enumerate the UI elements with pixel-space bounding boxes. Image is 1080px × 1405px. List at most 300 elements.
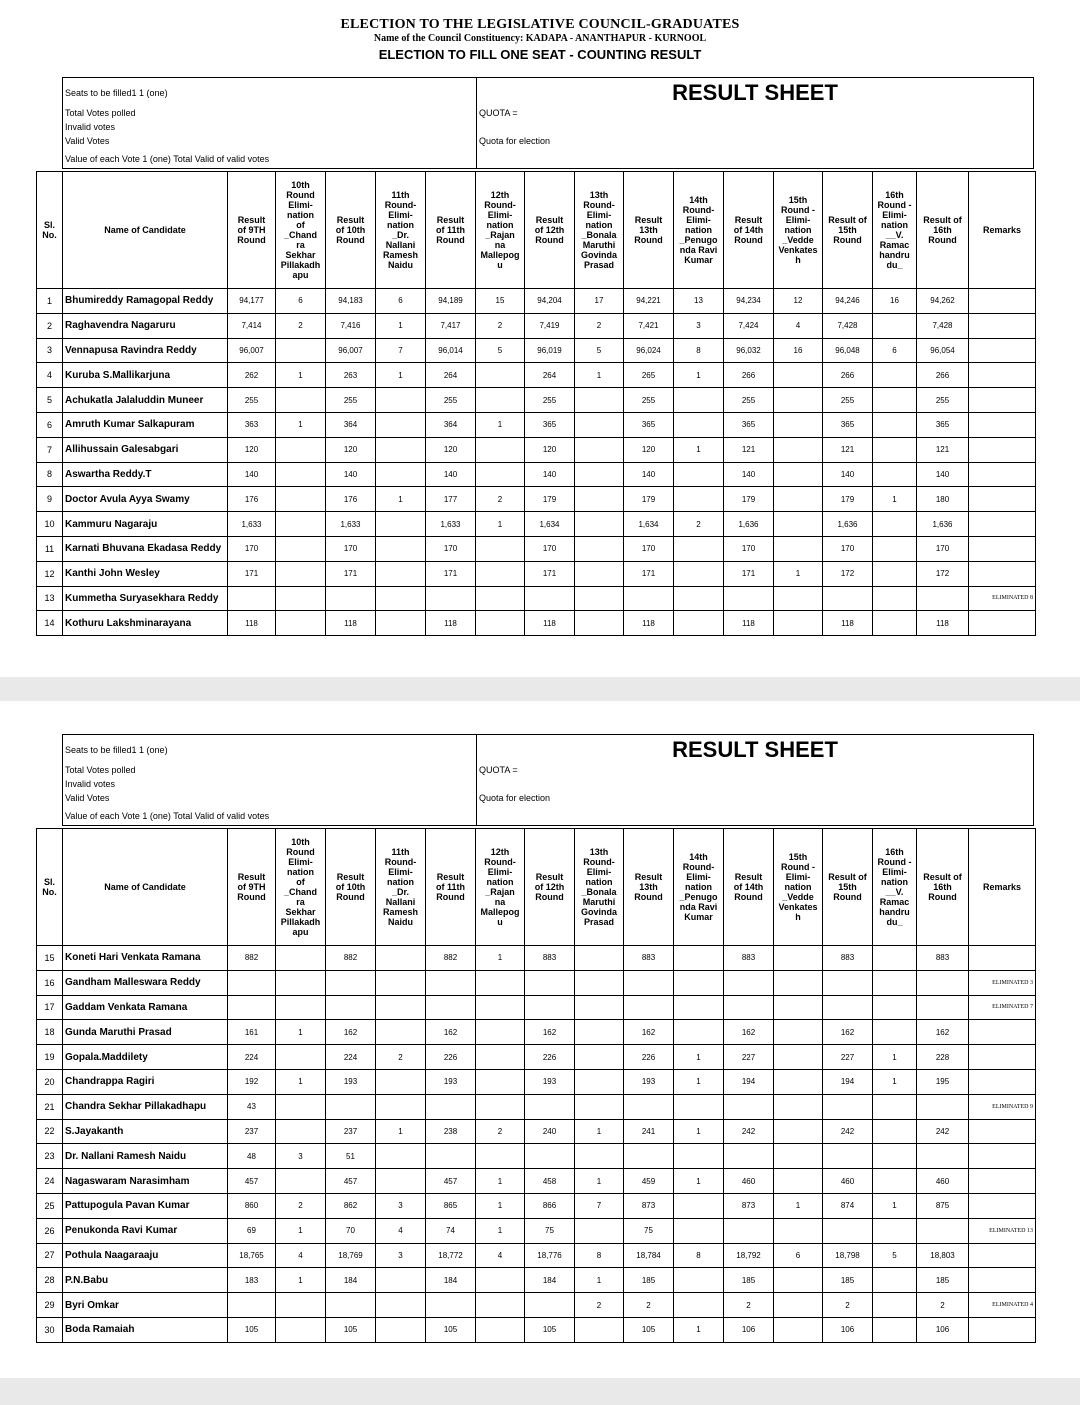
vote-count-cell: [276, 1317, 326, 1342]
vote-count-cell: 1: [873, 487, 917, 512]
vote-count-cell: 43: [228, 1094, 276, 1119]
vote-count-cell: [774, 946, 823, 971]
vote-count-cell: 457: [228, 1169, 276, 1194]
vote-count-cell: 180: [917, 487, 969, 512]
vote-count-cell: [873, 1218, 917, 1243]
column-header: Result of 15th Round: [823, 829, 873, 946]
remarks-cell: [969, 363, 1036, 388]
vote-count-cell: [873, 1094, 917, 1119]
column-header: 13th Round- Elimi- nation _Bonala Maruthi Govinda Prasad: [575, 829, 624, 946]
vote-count-cell: [376, 1020, 426, 1045]
vote-count-cell: [774, 1119, 823, 1144]
table-row: [37, 1045, 1036, 1070]
vote-count-cell: [376, 1268, 426, 1293]
serial-number-cell: 9: [37, 487, 63, 512]
vote-count-cell: 193: [426, 1069, 476, 1094]
vote-count-cell: [873, 1144, 917, 1169]
remarks-cell: [969, 536, 1036, 561]
vote-count-cell: 460: [823, 1169, 873, 1194]
vote-count-cell: [426, 1144, 476, 1169]
serial-number-cell: 3: [37, 338, 63, 363]
result-sheet-heading: RESULT SHEET: [672, 80, 838, 105]
vote-count-cell: 1: [376, 487, 426, 512]
vote-count-cell: [575, 1069, 624, 1094]
serial-number-cell: 4: [37, 363, 63, 388]
vote-count-cell: [873, 462, 917, 487]
vote-count-cell: [873, 946, 917, 971]
vote-count-cell: 237: [228, 1119, 276, 1144]
vote-count-cell: 171: [228, 561, 276, 586]
vote-count-cell: [276, 561, 326, 586]
vote-count-cell: [376, 1317, 426, 1342]
candidate-name-cell: Byri Omkar: [63, 1293, 228, 1318]
vote-count-cell: 171: [624, 561, 674, 586]
vote-count-cell: 1: [476, 1193, 525, 1218]
vote-count-cell: 12: [774, 289, 823, 314]
column-header: 11th Round- Elimi- nation _Dr. Nallani Ramesh Naidu: [376, 829, 426, 946]
vote-count-cell: 226: [426, 1045, 476, 1070]
vote-count-cell: 69: [228, 1218, 276, 1243]
vote-count-cell: 170: [624, 536, 674, 561]
vote-count-cell: 140: [624, 462, 674, 487]
quota-for-election-label: Quota for election: [479, 793, 551, 803]
vote-count-cell: [774, 1144, 823, 1169]
vote-count-cell: [476, 995, 525, 1020]
vote-count-cell: 162: [426, 1020, 476, 1045]
serial-number-cell: 18: [37, 1020, 63, 1045]
vote-count-cell: 75: [624, 1218, 674, 1243]
vote-count-cell: 1: [376, 313, 426, 338]
column-header: Result of 9TH Round: [228, 829, 276, 946]
vote-count-cell: 94,204: [525, 289, 575, 314]
vote-count-cell: 1: [276, 363, 326, 388]
vote-count-cell: [575, 995, 624, 1020]
vote-count-cell: [575, 1218, 624, 1243]
vote-count-cell: 262: [228, 363, 276, 388]
column-header: Result of 11th Round: [426, 829, 476, 946]
vote-count-cell: [624, 586, 674, 611]
vote-count-cell: [674, 1293, 724, 1318]
vote-count-cell: [774, 1268, 823, 1293]
candidate-name-cell: Raghavendra Nagaruru: [63, 313, 228, 338]
vote-count-cell: [476, 536, 525, 561]
vote-count-cell: 170: [525, 536, 575, 561]
remarks-cell: [969, 437, 1036, 462]
vote-count-cell: [476, 1317, 525, 1342]
vote-count-cell: [276, 1293, 326, 1318]
vote-count-cell: 3: [376, 1193, 426, 1218]
vote-count-cell: [774, 512, 823, 537]
remarks-cell: [969, 1317, 1036, 1342]
vote-count-cell: 7: [575, 1193, 624, 1218]
vote-count-cell: 121: [823, 437, 873, 462]
vote-count-cell: [525, 1144, 575, 1169]
serial-number-cell: 1: [37, 289, 63, 314]
vote-count-cell: [376, 512, 426, 537]
vote-count-cell: [376, 1169, 426, 1194]
table-row: [37, 1193, 1036, 1218]
remarks-cell: [969, 1169, 1036, 1194]
vote-count-cell: [426, 1293, 476, 1318]
table-row: [37, 363, 1036, 388]
vote-count-cell: [326, 1094, 376, 1119]
vote-count-cell: [575, 970, 624, 995]
candidate-name-cell: Dr. Nallani Ramesh Naidu: [63, 1144, 228, 1169]
vote-count-cell: [376, 561, 426, 586]
vote-count-cell: 170: [724, 536, 774, 561]
vote-count-cell: 1: [575, 363, 624, 388]
vote-count-cell: 179: [624, 487, 674, 512]
vote-count-cell: 18,776: [525, 1243, 575, 1268]
table-row: [37, 1119, 1036, 1144]
vote-count-cell: [575, 437, 624, 462]
vote-count-cell: 1,636: [917, 512, 969, 537]
vote-count-cell: 195: [917, 1069, 969, 1094]
vote-count-cell: [873, 1317, 917, 1342]
serial-number-cell: 30: [37, 1317, 63, 1342]
vote-count-cell: [575, 388, 624, 413]
vote-count-cell: 96,054: [917, 338, 969, 363]
table-row: [37, 1069, 1036, 1094]
vote-count-cell: 1: [575, 1169, 624, 1194]
vote-count-cell: 365: [917, 412, 969, 437]
table-row: [37, 1020, 1036, 1045]
serial-number-cell: 24: [37, 1169, 63, 1194]
vote-count-cell: [624, 1144, 674, 1169]
vote-count-cell: 1,633: [326, 512, 376, 537]
vote-count-cell: 227: [823, 1045, 873, 1070]
vote-count-cell: 120: [228, 437, 276, 462]
vote-count-cell: 177: [426, 487, 476, 512]
vote-count-cell: [917, 995, 969, 1020]
vote-count-cell: 7,416: [326, 313, 376, 338]
vote-count-cell: 255: [823, 388, 873, 413]
column-header: Result 13th Round: [624, 172, 674, 289]
vote-count-cell: [774, 412, 823, 437]
vote-count-cell: 118: [525, 611, 575, 636]
info-box: [62, 77, 1034, 169]
vote-count-cell: [575, 512, 624, 537]
vote-count-cell: 140: [917, 462, 969, 487]
vote-count-cell: 105: [326, 1317, 376, 1342]
vote-count-cell: 364: [426, 412, 476, 437]
vote-count-cell: [575, 946, 624, 971]
vote-count-cell: 105: [624, 1317, 674, 1342]
table-row: [37, 487, 1036, 512]
vote-count-cell: 883: [917, 946, 969, 971]
column-header: Result of 10th Round: [326, 829, 376, 946]
vote-count-cell: 105: [426, 1317, 476, 1342]
vote-count-cell: [376, 611, 426, 636]
table-row: [37, 1243, 1036, 1268]
vote-count-cell: 1: [276, 1268, 326, 1293]
total-votes-label: Total Votes polled: [65, 108, 136, 118]
column-header: Name of Candidate: [63, 172, 228, 289]
serial-number-cell: 21: [37, 1094, 63, 1119]
vote-count-cell: [774, 536, 823, 561]
vote-count-cell: 237: [326, 1119, 376, 1144]
vote-count-cell: 94,221: [624, 289, 674, 314]
vote-count-cell: 1: [476, 512, 525, 537]
vote-count-cell: [774, 1069, 823, 1094]
vote-count-cell: [228, 995, 276, 1020]
vote-count-cell: [774, 1317, 823, 1342]
vote-count-cell: 162: [326, 1020, 376, 1045]
vote-count-cell: 873: [724, 1193, 774, 1218]
vote-count-cell: 193: [525, 1069, 575, 1094]
vote-count-cell: [476, 1045, 525, 1070]
vote-count-cell: [674, 970, 724, 995]
vote-count-cell: [724, 1144, 774, 1169]
column-header: Result of 9TH Round: [228, 172, 276, 289]
vote-count-cell: 1,636: [823, 512, 873, 537]
vote-count-cell: 106: [823, 1317, 873, 1342]
vote-count-cell: 460: [917, 1169, 969, 1194]
serial-number-cell: 22: [37, 1119, 63, 1144]
table-row: [37, 586, 1036, 611]
candidate-name-cell: Kothuru Lakshminarayana: [63, 611, 228, 636]
vote-count-cell: 1,633: [426, 512, 476, 537]
remarks-cell: ELIMINATED 3: [969, 970, 1036, 995]
vote-count-cell: 120: [426, 437, 476, 462]
vote-count-cell: 2: [674, 512, 724, 537]
vote-count-cell: 882: [426, 946, 476, 971]
candidate-name-cell: Gandham Malleswara Reddy: [63, 970, 228, 995]
vote-count-cell: 105: [228, 1317, 276, 1342]
vote-count-cell: 70: [326, 1218, 376, 1243]
vote-count-cell: [724, 995, 774, 1020]
vote-count-cell: 255: [624, 388, 674, 413]
vote-count-cell: 185: [823, 1268, 873, 1293]
vote-count-cell: 1: [674, 1119, 724, 1144]
vote-count-cell: 6: [276, 289, 326, 314]
vote-count-cell: [575, 586, 624, 611]
vote-count-cell: [674, 611, 724, 636]
vote-count-cell: [376, 412, 426, 437]
serial-number-cell: 28: [37, 1268, 63, 1293]
vote-count-cell: 1: [674, 1317, 724, 1342]
table-row: [37, 388, 1036, 413]
serial-number-cell: 19: [37, 1045, 63, 1070]
result-sheet-heading: RESULT SHEET: [672, 737, 838, 762]
vote-count-cell: 140: [724, 462, 774, 487]
vote-count-cell: 18,765: [228, 1243, 276, 1268]
vote-count-cell: [724, 586, 774, 611]
column-header: 12th Round- Elimi- nation _Rajan na Mallepog u: [476, 829, 525, 946]
vote-count-cell: [376, 536, 426, 561]
page-separator: [0, 677, 1080, 701]
vote-count-cell: [575, 412, 624, 437]
vote-count-cell: [873, 611, 917, 636]
table-row: [37, 338, 1036, 363]
vote-count-cell: 882: [326, 946, 376, 971]
vote-count-cell: [476, 388, 525, 413]
vote-count-cell: 875: [917, 1193, 969, 1218]
vote-count-cell: [873, 1293, 917, 1318]
vote-count-cell: 364: [326, 412, 376, 437]
vote-count-cell: 170: [228, 536, 276, 561]
vote-count-cell: 94,234: [724, 289, 774, 314]
vote-count-cell: 1: [873, 1045, 917, 1070]
serial-number-cell: 16: [37, 970, 63, 995]
vote-count-cell: [575, 487, 624, 512]
vote-count-cell: [575, 611, 624, 636]
remarks-cell: [969, 1243, 1036, 1268]
vote-count-cell: 2: [476, 313, 525, 338]
vote-count-cell: [376, 437, 426, 462]
vote-count-cell: [873, 970, 917, 995]
table-row: [37, 1144, 1036, 1169]
vote-count-cell: 192: [228, 1069, 276, 1094]
vote-count-cell: [774, 1045, 823, 1070]
vote-count-cell: 365: [525, 412, 575, 437]
vote-count-cell: [724, 1094, 774, 1119]
column-header: 11th Round- Elimi- nation _Dr. Nallani Ramesh Naidu: [376, 172, 426, 289]
vote-count-cell: 1: [575, 1268, 624, 1293]
column-header: 10th Round Elimi- nation of _Chand ra Sekhar Pillakadh apu: [276, 172, 326, 289]
vote-count-cell: [575, 1020, 624, 1045]
vote-count-cell: 263: [326, 363, 376, 388]
remarks-cell: [969, 1069, 1036, 1094]
vote-count-cell: [774, 1020, 823, 1045]
vote-count-cell: [476, 611, 525, 636]
vote-count-cell: [674, 487, 724, 512]
vote-count-cell: 171: [724, 561, 774, 586]
vote-count-cell: [873, 388, 917, 413]
vote-count-cell: 883: [823, 946, 873, 971]
vote-count-cell: 140: [326, 462, 376, 487]
vote-count-cell: [276, 487, 326, 512]
candidate-name-cell: Achukatla Jalaluddin Muneer: [63, 388, 228, 413]
remarks-cell: [969, 1144, 1036, 1169]
vote-count-cell: 228: [917, 1045, 969, 1070]
vote-count-cell: 106: [724, 1317, 774, 1342]
candidate-name-cell: Gunda Maruthi Prasad: [63, 1020, 228, 1045]
remarks-cell: ELIMINATED 7: [969, 995, 1036, 1020]
vote-count-cell: [774, 363, 823, 388]
vote-count-cell: 457: [426, 1169, 476, 1194]
vote-count-cell: 121: [724, 437, 774, 462]
column-header: Sl. No.: [37, 172, 63, 289]
table-row: [37, 1293, 1036, 1318]
vote-count-cell: [426, 586, 476, 611]
vote-count-cell: [376, 1293, 426, 1318]
vote-count-cell: [674, 586, 724, 611]
vote-count-cell: 18,772: [426, 1243, 476, 1268]
remarks-cell: [969, 1268, 1036, 1293]
vote-count-cell: 266: [917, 363, 969, 388]
quota-label: QUOTA =: [479, 765, 518, 775]
remarks-cell: [969, 611, 1036, 636]
remarks-cell: ELIMINATED 4: [969, 1293, 1036, 1318]
vote-count-cell: [823, 970, 873, 995]
table-row: [37, 561, 1036, 586]
column-header: Result of 12th Round: [525, 172, 575, 289]
column-header: 10th Round Elimi- nation of _Chand ra Sekhar Pillakadh apu: [276, 829, 326, 946]
column-header: 14th Round- Elimi- nation _Penugo nda Ravi Kumar: [674, 172, 724, 289]
vote-count-cell: 94,262: [917, 289, 969, 314]
vote-count-cell: [376, 462, 426, 487]
column-header: Result of 14th Round: [724, 829, 774, 946]
vote-count-cell: 96,014: [426, 338, 476, 363]
serial-number-cell: 15: [37, 946, 63, 971]
serial-number-cell: 20: [37, 1069, 63, 1094]
vote-count-cell: 873: [624, 1193, 674, 1218]
vote-count-cell: [476, 586, 525, 611]
vote-value-label: Value of each Vote 1 (one) Total Valid of valid votes: [65, 811, 270, 821]
vote-count-cell: 161: [228, 1020, 276, 1045]
vote-count-cell: 2: [575, 1293, 624, 1318]
column-header: Result of 10th Round: [326, 172, 376, 289]
vote-count-cell: [774, 995, 823, 1020]
remarks-cell: [969, 462, 1036, 487]
vote-count-cell: 171: [525, 561, 575, 586]
vote-count-cell: [873, 536, 917, 561]
vote-count-cell: 193: [326, 1069, 376, 1094]
remarks-cell: [969, 388, 1036, 413]
vote-count-cell: 18,803: [917, 1243, 969, 1268]
vote-count-cell: 121: [917, 437, 969, 462]
table-row: [37, 1268, 1036, 1293]
vote-count-cell: 94,246: [823, 289, 873, 314]
column-header: 15th Round - Elimi- nation _Vedde Venkates h: [774, 829, 823, 946]
vote-count-cell: 48: [228, 1144, 276, 1169]
candidate-name-cell: Bhumireddy Ramagopal Reddy: [63, 289, 228, 314]
vote-count-cell: [376, 946, 426, 971]
vote-count-cell: [917, 1094, 969, 1119]
candidate-name-cell: Kuruba S.Mallikarjuna: [63, 363, 228, 388]
candidate-name-cell: Kammuru Nagaraju: [63, 512, 228, 537]
vote-count-cell: 176: [228, 487, 276, 512]
vote-count-cell: [873, 561, 917, 586]
vote-count-cell: [575, 561, 624, 586]
candidate-name-cell: S.Jayakanth: [63, 1119, 228, 1144]
vote-value-label: Value of each Vote 1 (one) Total Valid of valid votes: [65, 154, 270, 164]
candidate-name-cell: Gaddam Venkata Ramana: [63, 995, 228, 1020]
vote-count-cell: [873, 512, 917, 537]
serial-number-cell: 25: [37, 1193, 63, 1218]
candidate-name-cell: Karnati Bhuvana Ekadasa Reddy: [63, 536, 228, 561]
vote-count-cell: 365: [724, 412, 774, 437]
vote-count-cell: 7,428: [917, 313, 969, 338]
vote-count-cell: 4: [276, 1243, 326, 1268]
vote-count-cell: 17: [575, 289, 624, 314]
vote-count-cell: 240: [525, 1119, 575, 1144]
vote-count-cell: 8: [674, 1243, 724, 1268]
vote-count-cell: [426, 995, 476, 1020]
vote-count-cell: 18,798: [823, 1243, 873, 1268]
vote-count-cell: [823, 995, 873, 1020]
vote-count-cell: [774, 1169, 823, 1194]
remarks-cell: [969, 313, 1036, 338]
vote-count-cell: 140: [426, 462, 476, 487]
vote-count-cell: 866: [525, 1193, 575, 1218]
vote-count-cell: 184: [326, 1268, 376, 1293]
vote-count-cell: [276, 611, 326, 636]
vote-count-cell: 3: [276, 1144, 326, 1169]
vote-count-cell: 2: [917, 1293, 969, 1318]
remarks-cell: ELIMINATED 13: [969, 1218, 1036, 1243]
vote-count-cell: 170: [426, 536, 476, 561]
serial-number-cell: 12: [37, 561, 63, 586]
vote-count-cell: [276, 995, 326, 1020]
vote-count-cell: [575, 1144, 624, 1169]
vote-count-cell: 1: [276, 1218, 326, 1243]
vote-count-cell: 255: [917, 388, 969, 413]
vote-count-cell: 860: [228, 1193, 276, 1218]
vote-count-cell: 226: [525, 1045, 575, 1070]
vote-count-cell: 2: [724, 1293, 774, 1318]
